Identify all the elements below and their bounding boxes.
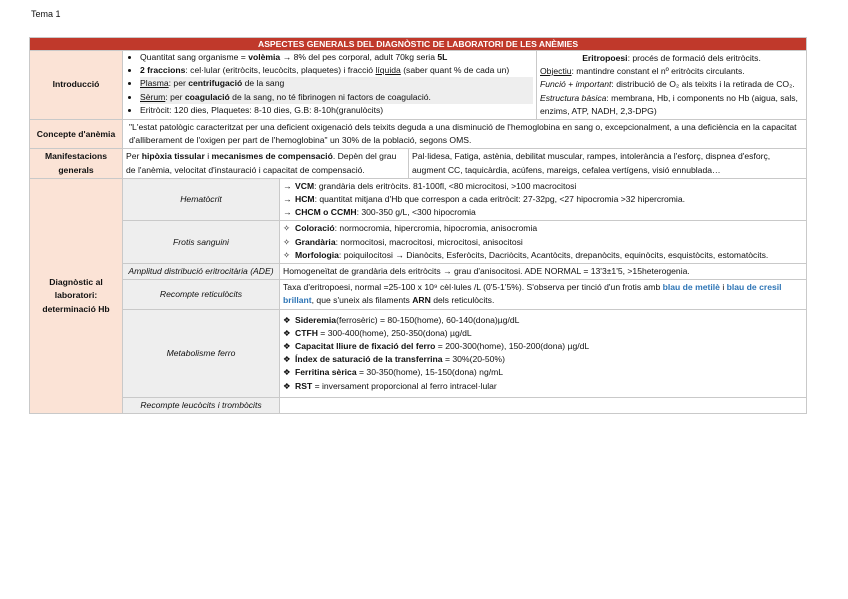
frotis-content: [280, 221, 807, 264]
page-label: Tema 1: [31, 9, 61, 19]
row-concepte: [30, 120, 807, 149]
row-introduccio: [30, 51, 807, 120]
hemat-line: → CHCM o CCMH: 300-350 g/L, <300 hipocromia: [283, 207, 476, 218]
intro-left: [123, 51, 537, 120]
hemat-line: → VCM: grandària dels eritròcits. 81-100fl, <80 microcitosi, >100 macrocitosi: [283, 180, 577, 191]
hematocrit-content: [280, 178, 807, 221]
label-ferro: Metabolisme ferro: [123, 309, 280, 397]
label-hematocrit: Hematòcrit: [123, 178, 280, 221]
label-reticulocits: Recompte reticulòcits: [123, 280, 280, 309]
ferro-line: ❖ Sideremia(ferrosèric) = 80-150(home), 60-140(dona)µg/dL: [283, 314, 520, 325]
frotis-line: ✧ Coloració: normocromia, hipercromia, hipocromia, anisocromia: [283, 223, 538, 234]
objectiu-line: Objectiu: mantindre constant el nº eritròcits circulants.: [540, 66, 745, 77]
reticulocits-content: Taxa d'eritropoesi, normal =25-100 x 10⁹ cèl·lules /L (0'5-1'5%). S'observa per tinció d'un frotis amb blau de metilè i blau de cresil brillant, que s'uneix als filaments ARN dels reticulòcits.: [280, 280, 807, 309]
label-ade: Amplitud distribució eritrocitària (ADE): [123, 264, 280, 280]
row-hematocrit: [30, 178, 807, 221]
table-header-row: [30, 38, 807, 51]
manif-right: Pal·lidesa, Fatiga, astènia, debilitat muscular, rampes, intolerància a l'esforç, dispnea d'esforç, augment CC, taquicàrdia, acúfens, mareigs, cefalea vertígens, visió ennublada…: [409, 149, 807, 178]
ferro-line: ❖ RST = inversament proporcional al ferro intracel·lular: [283, 380, 497, 391]
row-head-introduccio: Introducció: [30, 51, 123, 120]
ade-content: Homogeneïtat de grandària dels eritròcits → grau d'anisocitosi. ADE NORMAL = 13'3±1'5, >15heterogenia.: [280, 264, 807, 280]
ferro-content: [280, 309, 807, 397]
funcio-line: Funció + important: distribució de O₂ als teixits i la retirada de CO₂.: [540, 79, 795, 90]
frotis-line: ✧ Grandària: normocitosi, macrocitosi, microcitosi, anisocitosi: [283, 236, 523, 247]
row-head-diagnostic: Diagnòstic al laboratori: determinació Hb: [30, 178, 123, 413]
row-manifestacions: [30, 149, 807, 178]
row-head-manifestacions: Manifestacions generals: [30, 149, 123, 178]
leucocits-content: [280, 397, 807, 413]
intro-right: [537, 51, 807, 120]
anemia-table: [29, 37, 807, 414]
intro-bullet: • Quantitat sang organisme = volèmia → 8% del pes corporal, adult 70kg seria 5L: [140, 51, 533, 64]
intro-bullet: • 2 fraccions: cel·lular (eritròcits, leucòcits, plaquetes) i fracció líquida (saber quant % de cada un): [140, 64, 533, 77]
frotis-line: ✧ Morfologia: poiquilocitosi → Dianòcits, Esferòcits, Dacriòcits, Acantòcits, drepanòcits, equinòcits, esquistòcits, estomatòcits.: [283, 249, 769, 260]
label-frotis: Frotis sanguini: [123, 221, 280, 264]
ferro-line: ❖ Ferritina sèrica = 30-350(home), 15-150(dona) ng/mL: [283, 367, 504, 378]
row-head-concepte: Concepte d'anèmia: [30, 120, 123, 149]
ferro-line: ❖ CTFH = 300-400(home), 250-350(dona) µg/dL: [283, 327, 472, 338]
row-ade: [30, 264, 807, 280]
concepte-text: "L'estat patològic caracteritzat per una deficient oxigenació dels teixits deguda a una disminució de l'hemoglobina en sang o, excepcionalment, a una deficiència en la capacitat d'alliberament de l'oxigen per part de l'hemoglobina" un 30% de la població, segons OMS.: [123, 120, 807, 149]
intro-bullet: • Sèrum: per coagulació de la sang, no té fibrinogen ni factors de coagulació.: [140, 91, 533, 104]
label-leucocits: Recompte leucòcits i trombòcits: [123, 397, 280, 413]
estructura-line: Estructura bàsica: membrana, Hb, i components no Hb (aigua, sals, enzims, ATP, NADH, 2,3-DPG): [540, 92, 798, 116]
row-reticulocits: [30, 280, 807, 309]
hemat-line: → HCM: quantitat mitjana d'Hb que correspon a cada eritròcit: 27-32pg, <27 hipocromia >32 hipercromia.: [283, 194, 686, 205]
ferro-line: ❖ Capacitat lliure de fixació del ferro = 200-300(home), 150-200(dona) µg/dL: [283, 341, 590, 352]
row-leucocits: [30, 397, 807, 413]
table-title: ASPECTES GENERALS DEL DIAGNÒSTIC DE LABORATORI DE LES ANÈMIES: [30, 38, 807, 51]
ferro-line: ❖ Índex de saturació de la transferrina = 30%(20-50%): [283, 354, 505, 365]
intro-bullet: • Plasma: per centrifugació de la sang: [140, 77, 533, 90]
row-frotis: [30, 221, 807, 264]
intro-bullet: • Eritròcit: 120 dies, Plaquetes: 8-10 dies, G.B: 8-10h(granulòcits): [140, 104, 533, 117]
manif-left: Per hipòxia tissular i mecanismes de compensació. Depèn del grau de l'anèmia, velocitat d'instauració i capacitat de compensació.: [123, 149, 409, 178]
row-ferro: [30, 309, 807, 397]
eritropoesi-line: Eritropoesi: procés de formació dels eritròcits.: [582, 53, 761, 63]
